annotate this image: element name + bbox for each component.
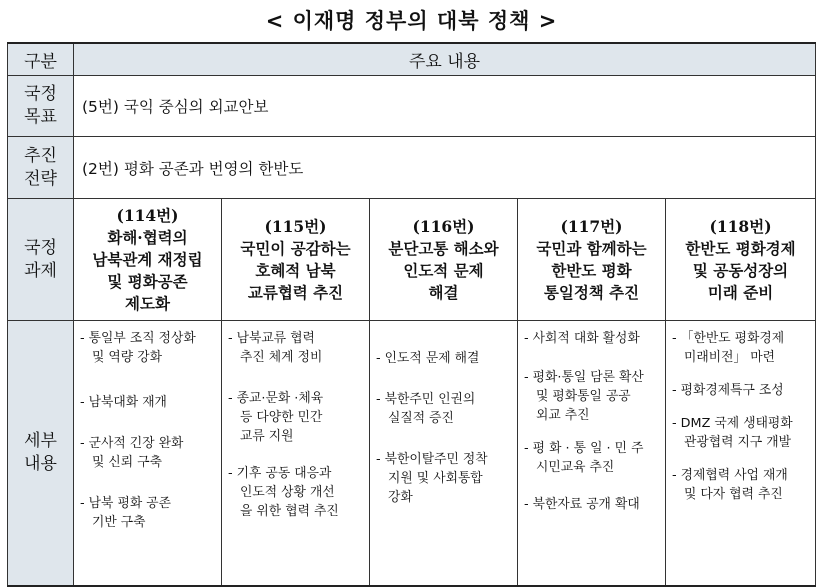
header-main-content: 주요 내용	[74, 43, 816, 76]
details-label: 세부 내용	[8, 321, 74, 587]
header-category: 구분	[8, 43, 74, 76]
header-row	[8, 43, 816, 76]
task-116: (116번) 분단고통 해소와 인도적 문제 해결	[370, 199, 518, 321]
detail-item: - 종교·문화 ·체육 등 다양한 민간 교류 지원	[228, 391, 324, 444]
tasks-row	[8, 199, 816, 321]
detail-column-116	[370, 321, 518, 587]
goal-label: 국정 목표	[8, 76, 74, 137]
detail-item: - 인도적 문제 해결	[376, 351, 480, 366]
detail-item: - 평화·통일 담론 확산 및 평화통일 공공 외교 추진	[524, 370, 644, 423]
detail-item: - 평화경제특구 조성	[672, 383, 784, 398]
page-title: < 이재명 정부의 대북 정책 >	[265, 9, 558, 33]
detail-item: - 통일부 조직 정상화 및 역량 강화	[80, 331, 196, 365]
details-row	[8, 321, 816, 587]
strategy-row	[8, 137, 816, 199]
goal-content: (5번) 국익 중심의 외교안보	[74, 76, 816, 137]
tasks-label: 국정 과제	[8, 199, 74, 321]
detail-column-118	[666, 321, 816, 587]
task-114: (114번) 화해·협력의 남북관계 재정립 및 평화공존 제도화	[74, 199, 222, 321]
task-115: (115번) 국민이 공감하는 호혜적 남북 교류협력 추진	[222, 199, 370, 321]
detail-item: - 평 화 · 통 일 · 민 주 시민교육 추진	[524, 441, 644, 475]
detail-column-114	[74, 321, 222, 587]
detail-item: - 북한이탈주민 정착 지원 및 사회통합 강화	[376, 452, 488, 505]
detail-item: - 남북대화 재개	[80, 395, 167, 410]
detail-item: - 사회적 대화 활성화	[524, 331, 640, 346]
detail-item: - 남북교류 협력 추진 체계 정비	[228, 331, 323, 365]
strategy-content: (2번) 평화 공존과 번영의 한반도	[74, 137, 816, 199]
detail-item: - 기후 공동 대응과 인도적 상황 개선 을 위한 협력 추진	[228, 466, 339, 519]
detail-column-117	[518, 321, 666, 587]
task-118: (118번) 한반도 평화경제 및 공동성장의 미래 준비	[666, 199, 816, 321]
policy-table	[7, 42, 816, 587]
detail-item: - 군사적 긴장 완화 및 신뢰 구축	[80, 436, 184, 470]
goal-row	[8, 76, 816, 137]
detail-item: - DMZ 국제 생태평화 관광협력 지구 개발	[672, 416, 793, 450]
detail-item: - 경제협력 사업 재개 및 다자 협력 추진	[672, 468, 788, 502]
task-117: (117번) 국민과 함께하는 한반도 평화 통일정책 추진	[518, 199, 666, 321]
detail-item: - 「한반도 평화경제 미래비전」 마련	[672, 331, 785, 365]
detail-item: - 북한자료 공개 확대	[524, 497, 640, 512]
detail-item: - 남북 평화 공존 기반 구축	[80, 496, 171, 530]
strategy-label: 추진 전략	[8, 137, 74, 199]
detail-column-115	[222, 321, 370, 587]
detail-item: - 북한주민 인권의 실질적 증진	[376, 392, 476, 426]
